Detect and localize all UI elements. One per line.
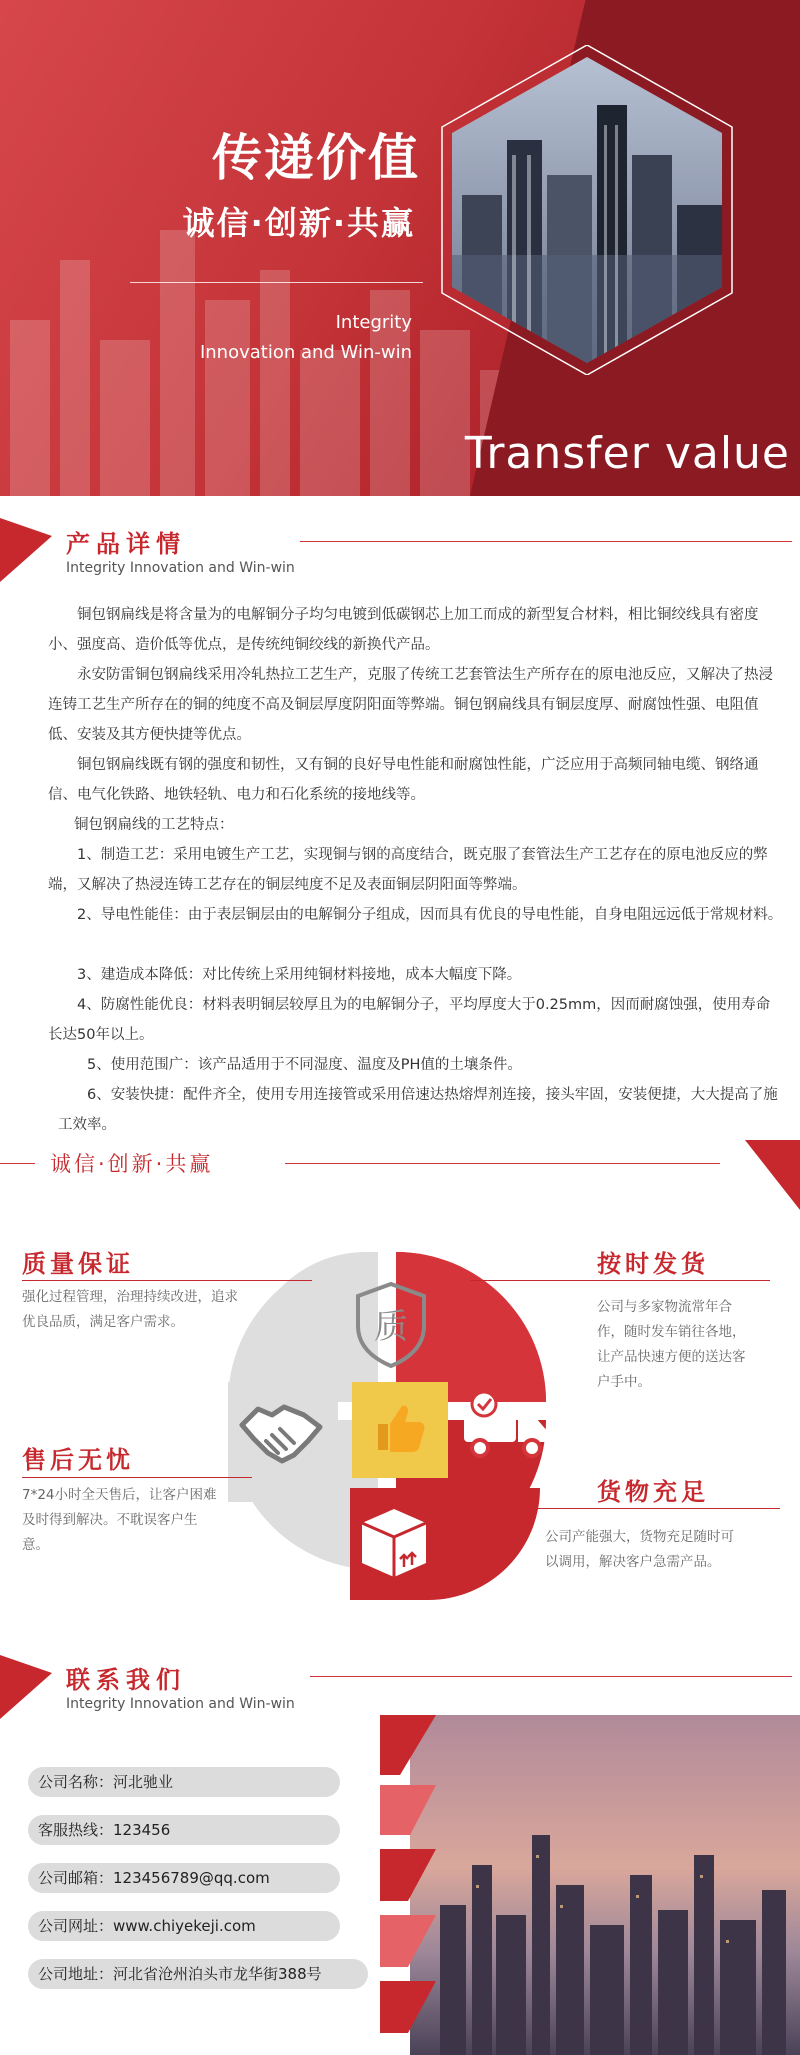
delivery-line (470, 1280, 770, 1281)
red-triangle-decoration (745, 1140, 800, 1210)
hero-slogan: 诚信·创新·共赢 (182, 204, 415, 242)
feature-item: 1、制造工艺：采用电镀生产工艺，实现铜与钢的高度结合，既克服了套管法生产工艺存在的原电池反应的弊端，又解决了热浸连铸工艺存在的铜层纯度不足及表面铜层阴阳面等弊端。 (48, 847, 768, 893)
hero-english-line-1: Integrity (335, 312, 412, 333)
quality-icon-char: 质 (374, 1307, 408, 1347)
product-section-title: 产品详情 (66, 530, 186, 558)
contact-address: 公司地址：河北省沧州泊头市龙华街388号 (28, 1959, 368, 1989)
delivery-title: 按时发货 (597, 1250, 709, 1278)
features-intro: 铜包钢扁线的工艺特点： (74, 817, 234, 833)
feature-item: 6、安装快捷：配件齐全，使用专用连接管或采用倍速达热熔焊剂连接，接头牢固，安装便捷，大大提高了施工效率。 (58, 1087, 778, 1133)
red-triangle-decoration (0, 1655, 52, 1719)
feature-item: 2、导电性能佳：由于表层铜层由的电解铜分子组成，因而具有优良的导电性能，自身电阻远远低于常规材料。 (77, 907, 783, 923)
hero-transfer-value: Transfer value (464, 428, 790, 479)
stock-text: 公司产能强大，货物充足随时可以调用，解决客户急需产品。 (545, 1529, 734, 1570)
contact-company-name: 公司名称：河北驰业 (28, 1767, 340, 1797)
package-box-icon (354, 1505, 434, 1581)
hero-banner (0, 0, 800, 496)
contact-section-subtitle: Integrity Innovation and Win-win (66, 1696, 295, 1712)
product-paragraph: 铜包钢扁线既有钢的强度和韧性，又有铜的良好导电性能和耐腐蚀性能，广泛应用于高频同轴电缆、钢络通信、电气化铁路、地铁轻轨、电力和石化系统的接地线等。 (48, 757, 759, 803)
quality-text: 强化过程管理，治理持续改进，追求优良品质，满足客户需求。 (22, 1289, 238, 1330)
hero-english-line-2: Innovation and Win-win (199, 342, 412, 363)
contact-email[interactable]: 公司邮箱：123456789@qq.com (28, 1863, 340, 1893)
slogan-line-left (0, 1163, 35, 1164)
quality-title: 质量保证 (22, 1250, 134, 1278)
contact-hotline[interactable]: 客服热线：123456 (28, 1815, 340, 1845)
stock-title: 货物充足 (597, 1478, 709, 1506)
feature-item: 4、防腐性能优良：材料表明铜层较厚且为的电解铜分子，平均厚度大于0.25mm，因而耐腐蚀强，使用寿命长达50年以上。 (48, 997, 771, 1043)
shield-icon (352, 1280, 430, 1370)
product-paragraph: 铜包钢扁线是将含量为的电解铜分子均匀电镀到低碳钢芯上加工而成的新型复合材料，相比铜绞线具有密度小、强度高、造价低等优点，是传统纯铜绞线的新换代产品。 (48, 607, 759, 653)
delivery-truck-icon (458, 1390, 554, 1462)
slogan-line-right (285, 1163, 720, 1164)
product-section-subtitle: Integrity Innovation and Win-win (66, 560, 295, 576)
values-slogan: 诚信·创新·共赢 (50, 1152, 214, 1176)
contact-website[interactable]: 公司网址：www.chiyekeji.com (28, 1911, 340, 1941)
feature-item: 3、建造成本降低：对比传统上采用纯铜材料接地，成本大幅度下降。 (77, 967, 522, 983)
hero-divider (130, 282, 423, 283)
hero-title: 传递价值 (212, 129, 420, 187)
contact-section-title: 联系我们 (66, 1666, 186, 1694)
service-title: 售后无忧 (22, 1446, 134, 1474)
contact-section-line (310, 1676, 792, 1677)
feature-item: 5、使用范围广：该产品适用于不同湿度、温度及PH值的土壤条件。 (87, 1057, 522, 1073)
red-triangle-decoration (0, 518, 52, 582)
red-chevron-decorations (380, 1715, 500, 2055)
delivery-text: 公司与多家物流常年合作，随时发车销往各地，让产品快速方便的送达客户手中。 (597, 1299, 746, 1390)
thumbs-up-icon (372, 1398, 428, 1458)
service-line (22, 1477, 252, 1478)
hero-hexagon-city-image (432, 45, 742, 375)
quality-line (22, 1280, 312, 1281)
service-text: 7*24小时全天售后，让客户困难及时得到解决。不耽误客户生意。 (22, 1487, 217, 1553)
stock-line (520, 1508, 780, 1509)
product-section-line (300, 541, 792, 542)
handshake-icon (238, 1395, 324, 1471)
product-paragraph: 永安防雷铜包钢扁线采用冷轧热拉工艺生产，克服了传统工艺套管法生产所存在的原电池反应，又解决了热浸连铸工艺生产所存在的铜的纯度不高及铜层厚度阴阳面等弊端。铜包钢扁线具有铜层度厚、耐腐蚀性强、电阻值低、安装及其方便快捷等优点。 (48, 667, 773, 743)
